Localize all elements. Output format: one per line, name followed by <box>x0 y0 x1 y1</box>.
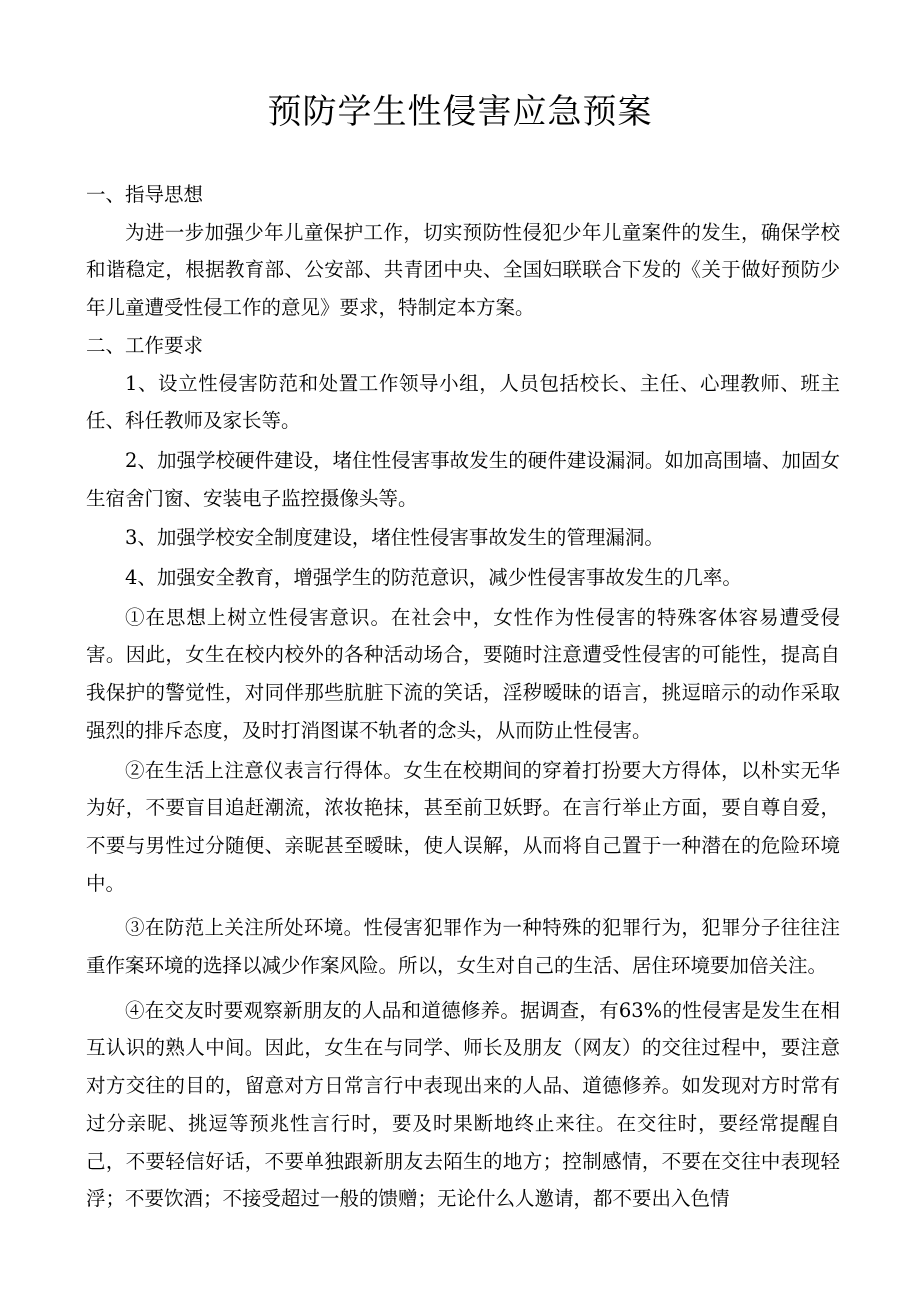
section-heading-work-requirements: 二、工作要求 <box>86 333 204 357</box>
paragraph-requirement-3: 3、加强学校安全制度建设，堵住性侵害事故发生的管理漏洞。 <box>125 526 664 550</box>
paragraph-point-2: ②在生活上注意仪表言行得体。女生在校期间的穿着打扮要大方得体，以朴实无华为好，不要盲目追赶潮流，浓妆艳抹，甚至前卫妖野。在言行举止方面，要自尊自爱，不要与男性过分随便、亲昵甚至暧昧，使人误解，从而将自己置于一种潜在的危险环境中。 <box>86 758 840 895</box>
document-body <box>86 176 840 1218</box>
paragraph-requirement-4: 4、加强安全教育，增强学生的防范意识，减少性侵害事故发生的几率。 <box>125 566 742 590</box>
document-title: 预防学生性侵害应急预案 <box>267 92 653 132</box>
paragraph-point-1: ①在思想上树立性侵害意识。在社会中，女性作为性侵害的特殊客体容易遭受侵害。因此，女生在校内校外的各种活动场合，要随时注意遭受性侵害的可能性，提高自我保护的警觉性，对同伴那些肮脏下流的笑话，淫秽暧昧的语言，挑逗暗示的动作采取强烈的排斥态度，及时打消图谋不轨者的念头，从而防止性侵害。 <box>86 605 840 742</box>
paragraph-guiding-ideology: 为进一步加强少年儿童保护工作，切实预防性侵犯少年儿童案件的发生，确保学校和谐稳定，根据教育部、公安部、共青团中央、全国妇联联合下发的《关于做好预防少年儿童遭受性侵工作的意见》要求，特制定本方案。 <box>86 220 840 320</box>
paragraph-requirement-1: 1、设立性侵害防范和处置工作领导小组，人员包括校长、主任、心理教师、班主任、科任教师及家长等。 <box>86 371 840 433</box>
section-heading-guiding-ideology: 一、指导思想 <box>86 183 204 206</box>
paragraph-requirement-2: 2、加强学校硬件建设，堵住性侵害事故发生的硬件建设漏洞。如加高围墙、加固女生宿舍门窗、安装电子监控摄像头等。 <box>86 448 840 510</box>
paragraph-point-3: ③在防范上关注所处环境。性侵害犯罪作为一种特殊的犯罪行为，犯罪分子往往注重作案环境的选择以减少作案风险。所以，女生对自己的生活、居住环境要加倍关注。 <box>86 916 840 978</box>
paragraph-point-4: ④在交友时要观察新朋友的人品和道德修养。据调查，有63%的性侵害是发生在相互认识的熟人中间。因此，女生在与同学、师长及朋友（网友）的交往过程中，要注意对方交往的目的，留意对方日常言行中表现出来的人品、道德修养。如发现对方时常有过分亲昵、挑逗等预兆性言行时，要及时果断地终止来往。在交往时，要经常提醒自己，不要轻信好话，不要单独跟新朋友去陌生的地方；控制感情，不要在交往中表现轻浮；不要饮酒；不接受超过一般的馈赠；无论什么人邀请，都不要出入色情 <box>86 998 840 1211</box>
